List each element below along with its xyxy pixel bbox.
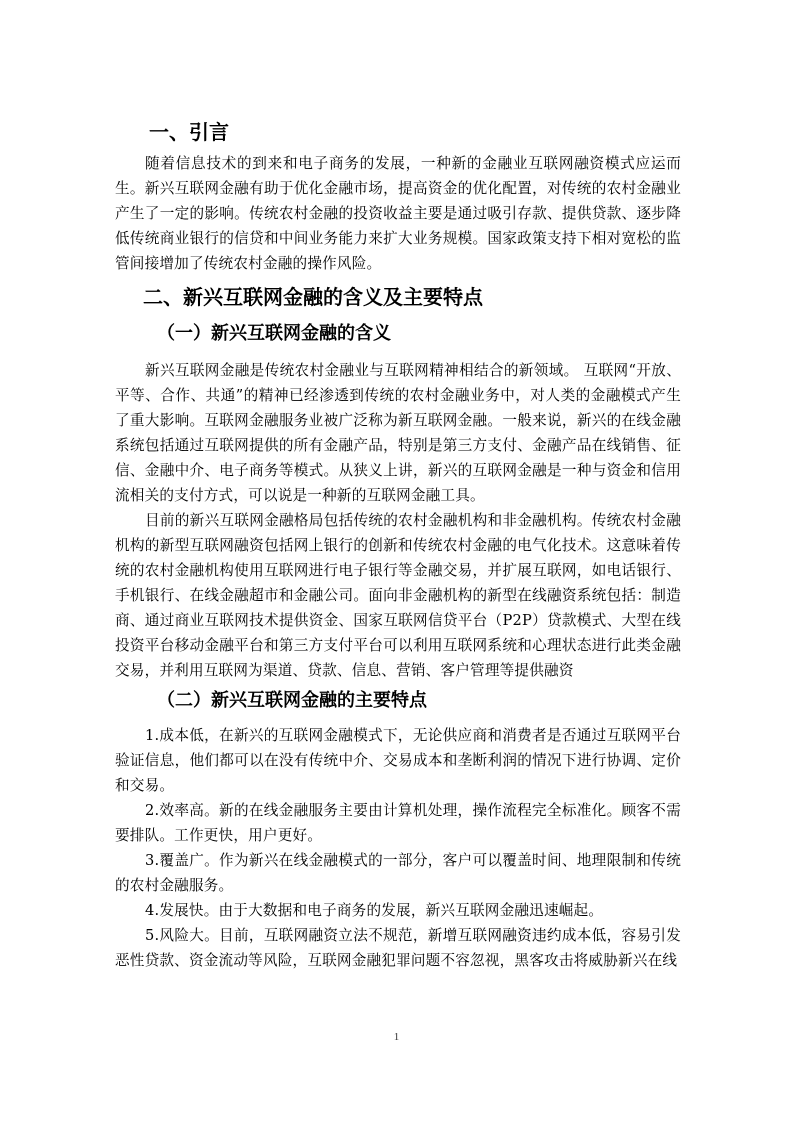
feature-item-fast-growth: 4.发展快。由于大数据和电子商务的发展，新兴互联网金融迅速崛起。: [145, 902, 604, 919]
heading-subsection-1: （一）新兴互联网金融的含义: [157, 323, 391, 344]
paragraph-definition-2: 目前的新兴互联网金融格局包括传统的农村金融机构和非金融机构。传统农村金融机构的新型互联网融资包括网上银行的创新和传统农村金融的电气化技术。这意味着传统的农村金融机构使用互联网进行电子银行等金融交易，并扩展互联网，如电话银行、手机银行、在线金融超市和金融公司。面向非金融机构的新型在线融资系统包括：制造商、通过商业互联网技术提供资金、国家互联网信贷平台（P2P）贷款模式、大型在线投资平台移动金融平台和第三方支付平台可以利用互联网系统和心理状态进行此类金融交易，并利用互联网为渠道、贷款、信息、营销、客户管理等提供融资: [115, 512, 681, 679]
feature-item-high-efficiency: 2.效率高。新的在线金融服务主要由计算机处理，操作流程完全标准化。顾客不需要排队。工作更快，用户更好。: [115, 802, 681, 844]
heading-subsection-2: （二）新兴互联网金融的主要特点: [157, 690, 427, 711]
feature-item-high-risk: 5.风险大。目前，互联网融资立法不规范，新增互联网融资违约成本低，容易引发恶性贷款、资金流动等风险，互联网金融犯罪问题不容忽视，黑客攻击将威胁新兴在线: [115, 927, 681, 969]
paragraph-introduction: 随着信息技术的到来和电子商务的发展，一种新的金融业互联网融资模式应运而生。新兴互联网金融有助于优化金融市场，提高资金的优化配置，对传统的农村金融业产生了一定的影响。传统农村金融的投资收益主要是通过吸引存款、提供贷款、逐步降低传统商业银行的信贷和中间业务能力来扩大业务规模。国家政策支持下相对宽松的监管间接增加了传统农村金融的操作风险。: [115, 155, 681, 272]
feature-item-wide-coverage: 3.覆盖广。作为新兴在线金融模式的一部分，客户可以覆盖时间、地理限制和传统的农村金融服务。: [115, 852, 681, 894]
paragraph-definition-1: 新兴互联网金融是传统农村金融业与互联网精神相结合的新领域。 互联网“开放、平等、合作、共通”的精神已经渗透到传统的农村金融业务中，对人类的金融模式产生了重大影响。互联网金融服务业被广泛称为新互联网金融。一般来说，新兴的在线金融系统包括通过互联网提供的所有金融产品，特别是第三方支付、金融产品在线销售、征信、金融中介、电子商务等模式。从狭义上讲，新兴的互联网金融是一种与资金和信用流相关的支付方式，可以说是一种新的互联网金融工具。: [115, 362, 681, 504]
page-number: 1: [393, 1031, 400, 1043]
heading-section-2: 二、新兴互联网金融的含义及主要特点: [143, 285, 483, 309]
document-body: [115, 117, 681, 973]
heading-introduction: 一、引言: [149, 120, 229, 144]
feature-item-low-cost: 1.成本低，在新兴的互联网金融模式下，无论供应商和消费者是否通过互联网平台验证信息，他们都可以在没有传统中介、交易成本和垄断利润的情况下进行协调、定价和交易。: [115, 727, 681, 794]
